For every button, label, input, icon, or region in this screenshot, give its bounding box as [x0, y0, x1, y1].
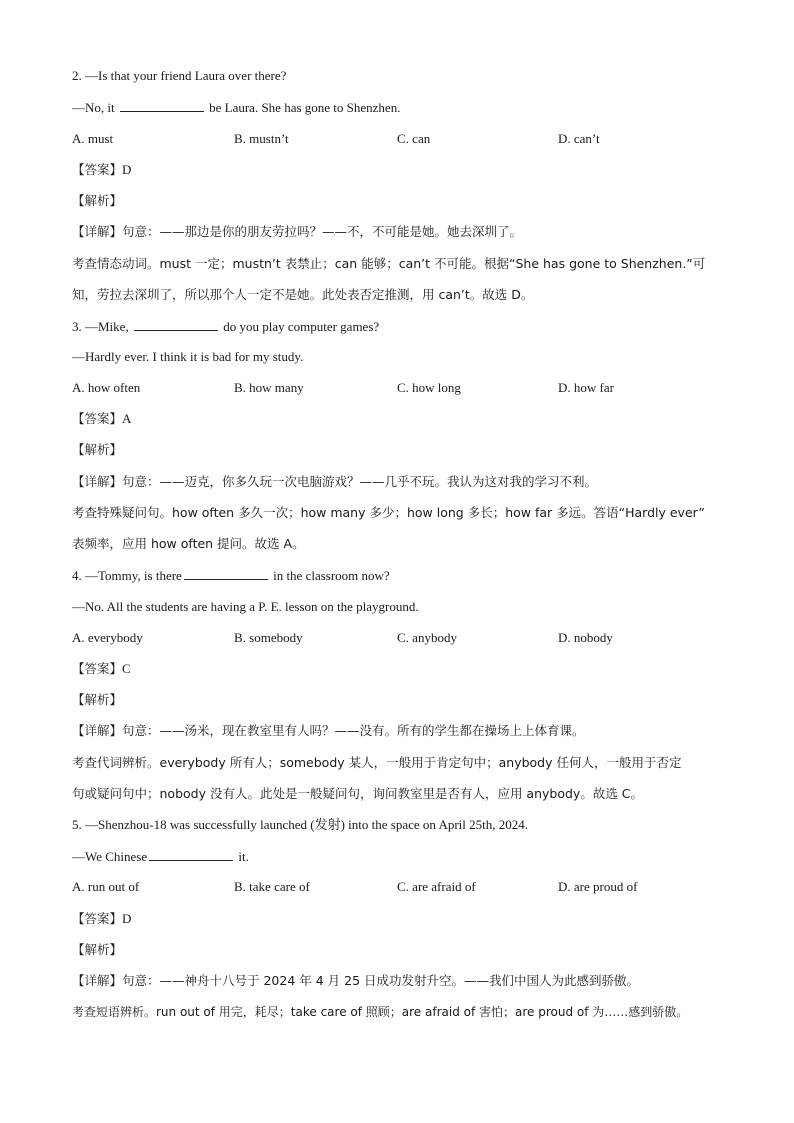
question-3-reply: —Hardly ever. I think it is bad for my study. [72, 349, 304, 364]
option-d: D. nobody [558, 630, 613, 645]
stem-text: do you play computer games? [219, 319, 380, 334]
answer-value: C [122, 661, 131, 676]
answer-line [72, 661, 131, 677]
explanation-line: 考查特殊疑问句。how often 多久一次；how many 多少；how long 多长；how far 多远。答语“Hardly ever” [72, 505, 705, 520]
stem-text: in the classroom now? [269, 568, 390, 583]
detail-line: 【详解】句意：——那边是你的朋友劳拉吗？——不，不可能是她。她去深圳了。 [72, 224, 523, 239]
option-b: B. take care of [234, 879, 310, 894]
answer-label: 【答案】 [72, 162, 123, 177]
option-a: A. must [72, 131, 114, 146]
reply-text: it. [235, 849, 249, 864]
answer-label: 【答案】 [72, 911, 123, 926]
question-5-stem: 5. —Shenzhou-18 was successfully launched (发射) into the space on April 25th, 2024. [72, 817, 528, 832]
option-b: B. mustn’t [234, 131, 289, 146]
answer-label: 【答案】 [72, 661, 123, 676]
explanation-line: 考查情态动词。must 一定；mustn’t 表禁止；can 能够；can’t 不可能。根据“She has gone to Shenzhen.”可 [72, 256, 706, 271]
analysis-label: 【解析】 [72, 942, 123, 957]
detail-line: 【详解】句意：——神舟十八号于 2024 年 4 月 25 日成功发射升空。——我们中国人为此感到骄傲。 [72, 973, 640, 988]
analysis-label: 【解析】 [72, 692, 123, 707]
option-a: A. run out of [72, 879, 140, 894]
stem-text: 3. —Mike, [72, 319, 132, 334]
analysis-label: 【解析】 [72, 193, 123, 208]
option-a: A. everybody [72, 630, 143, 645]
reply-text: be Laura. She has gone to Shenzhen. [205, 100, 401, 115]
explanation-line: 考查短语辨析。run out of 用完，耗尽；take care of 照顾；are afraid of 害怕；are proud of 为……感到骄傲。 [72, 1005, 689, 1019]
answer-blank [184, 567, 268, 580]
option-b: B. how many [234, 380, 304, 395]
option-b: B. somebody [234, 630, 303, 645]
answer-line [72, 911, 131, 927]
answer-label: 【答案】 [72, 411, 123, 426]
answer-blank [149, 848, 233, 861]
detail-line: 【详解】句意：——迈克，你多久玩一次电脑游戏？——几乎不玩。我认为这对我的学习不利。 [72, 474, 598, 489]
explanation-line: 表频率，应用 how often 提问。故选 A。 [72, 536, 305, 551]
answer-value: D [122, 162, 132, 177]
analysis-label: 【解析】 [72, 442, 123, 457]
answer-value: A [122, 411, 132, 426]
question-4-reply: —No. All the students are having a P. E. lesson on the playground. [72, 599, 419, 614]
explanation-line: 句或疑问句中；nobody 没有人。此处是一般疑问句，询问教室里是否有人，应用 anybody。故选 C。 [72, 786, 644, 801]
reply-text: —No, it [72, 100, 118, 115]
question-3-stem [72, 318, 379, 335]
answer-blank [120, 99, 204, 112]
option-c: C. can [397, 131, 431, 146]
answer-value: D [122, 911, 132, 926]
reply-text: —We Chinese [72, 849, 148, 864]
detail-line: 【详解】句意：——汤米，现在教室里有人吗？——没有。所有的学生都在操场上上体育课。 [72, 723, 585, 738]
answer-blank [134, 318, 218, 331]
option-c: C. anybody [397, 630, 457, 645]
option-d: D. are proud of [558, 879, 638, 894]
question-5-reply [72, 848, 249, 865]
explanation-line: 知，劳拉去深圳了，所以那个人一定不是她。此处表否定推测，用 can’t。故选 D。 [72, 287, 534, 302]
answer-line [72, 162, 131, 178]
option-d: D. how far [558, 380, 614, 395]
option-c: C. are afraid of [397, 879, 476, 894]
question-2-stem: 2. —Is that your friend Laura over there? [72, 68, 287, 83]
option-d: D. can’t [558, 131, 600, 146]
answer-line [72, 411, 131, 427]
option-a: A. how often [72, 380, 141, 395]
explanation-line: 考查代词辨析。everybody 所有人；somebody 某人，一般用于肯定句中；anybody 任何人，一般用于否定 [72, 755, 682, 770]
question-4-stem [72, 567, 390, 584]
stem-text: 4. —Tommy, is there [72, 568, 182, 583]
question-2-reply [72, 99, 400, 116]
option-c: C. how long [397, 380, 461, 395]
